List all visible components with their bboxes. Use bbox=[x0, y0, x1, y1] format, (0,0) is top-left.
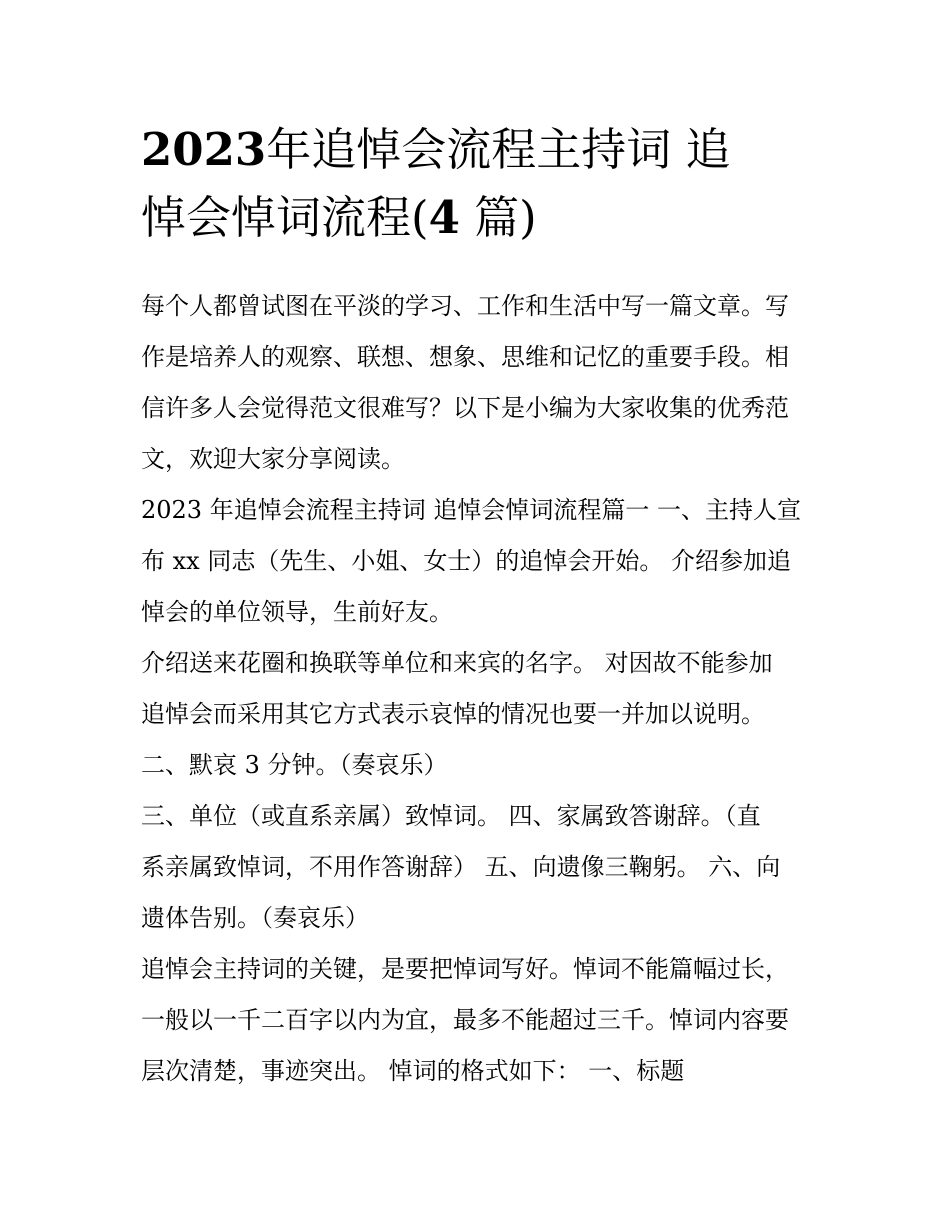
body-paragraph bbox=[141, 944, 813, 1097]
document-body bbox=[141, 281, 813, 1097]
paragraph-line: 悼会的单位领导，生前好友。 bbox=[141, 598, 453, 626]
title-count: 4 bbox=[428, 191, 460, 244]
paragraph-line: 介绍送来花圈和换联等单位和来宾的名字。 对因故不能参加 bbox=[141, 649, 773, 677]
paragraph-line: 布 xx 同志（先生、小姐、女士）的追悼会开始。 介绍参加追 bbox=[141, 547, 791, 575]
paragraph-line: 文，欢迎大家分享阅读。 bbox=[141, 445, 405, 473]
title-line-2 bbox=[141, 184, 821, 252]
paragraph-line: 二、默哀 3 分钟。（奏哀乐） bbox=[141, 751, 448, 779]
title-line-2-text-a: 悼会悼词流程( bbox=[141, 191, 429, 244]
body-paragraph bbox=[141, 740, 813, 791]
paragraph-line: 追悼会而采用其它方式表示哀悼的情况也要一并加以说明。 bbox=[141, 700, 765, 728]
paragraph-line: 系亲属致悼词，不用作答谢辞） 五、向遗像三鞠躬。 六、向 bbox=[141, 853, 781, 881]
body-paragraph bbox=[141, 281, 813, 485]
paragraph-line: 作是培养人的观察、联想、想象、思维和记忆的重要手段。相 bbox=[141, 343, 789, 371]
paragraph-line: 2023 年追悼会流程主持词 追悼会悼词流程篇一 一、主持人宣 bbox=[141, 496, 801, 524]
paragraph-line: 每个人都曾试图在平淡的学习、工作和生活中写一篇文章。写 bbox=[141, 292, 789, 320]
body-paragraph bbox=[141, 638, 813, 740]
paragraph-line: 三、单位（或直系亲属）致悼词。 四、家属致答谢辞。（直 bbox=[141, 802, 761, 830]
body-paragraph bbox=[141, 485, 813, 638]
paragraph-line: 信许多人会觉得范文很难写？以下是小编为大家收集的优秀范 bbox=[141, 394, 789, 422]
title-year: 2023 bbox=[141, 123, 267, 176]
paragraph-line: 遗体告别。（奏哀乐） bbox=[141, 904, 369, 932]
body-paragraph bbox=[141, 791, 813, 944]
paragraph-line: 追悼会主持词的关键，是要把悼词写好。悼词不能篇幅过长， bbox=[141, 955, 789, 983]
paragraph-line: 层次清楚，事迹突出。 悼词的格式如下： 一、标题 bbox=[141, 1057, 685, 1085]
document-title bbox=[141, 116, 821, 252]
title-line-1-text: 年追悼会流程主持词 追 bbox=[266, 123, 731, 176]
title-line-1 bbox=[141, 116, 821, 184]
paragraph-line: 一般以一千二百字以内为宜，最多不能超过三千。悼词内容要 bbox=[141, 1006, 789, 1034]
title-line-2-text-b: 篇) bbox=[459, 191, 537, 244]
